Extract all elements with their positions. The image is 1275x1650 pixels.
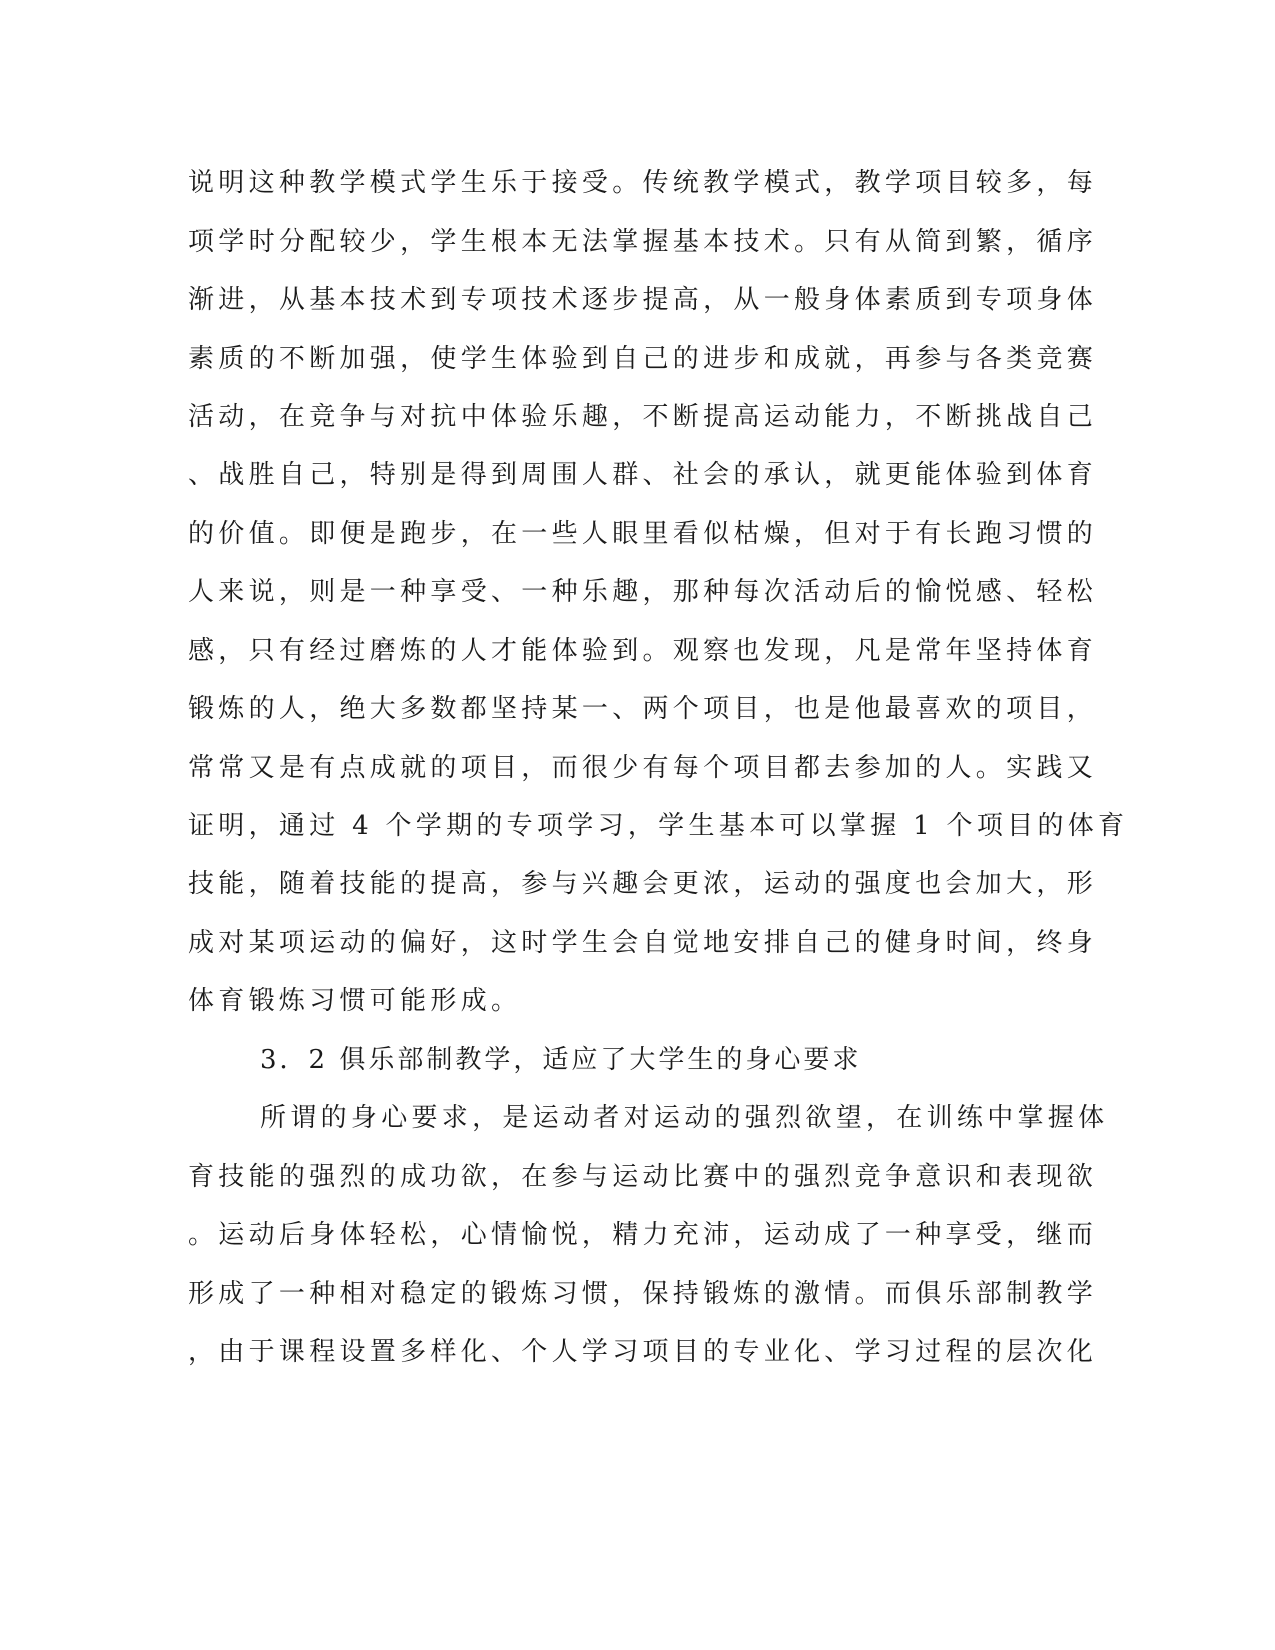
section-heading: 3．2 俱乐部制教学，适应了大学生的身心要求	[260, 1045, 862, 1075]
body-text-line: 证明，通过 4 个学期的专项学习，学生基本可以掌握 1 个项目的体育	[188, 811, 1129, 841]
body-text-line: 所谓的身心要求，是运动者对运动的强烈欲望，在训练中掌握体	[260, 1103, 1109, 1133]
body-text-line: 活动，在竞争与对抗中体验乐趣，不断提高运动能力，不断挑战自己	[188, 402, 1098, 432]
body-text-line: 锻炼的人，绝大多数都坚持某一、两个项目，也是他最喜欢的项目，	[188, 694, 1098, 724]
body-text-line: ，由于课程设置多样化、个人学习项目的专业化、学习过程的层次化	[188, 1337, 1098, 1367]
body-text-line: 说明这种教学模式学生乐于接受。传统教学模式，教学项目较多，每	[188, 168, 1098, 198]
body-text-line: 成对某项运动的偏好，这时学生会自觉地安排自己的健身时间，终身	[188, 928, 1098, 958]
body-text-line: 、战胜自己，特别是得到周围人群、社会的承认，就更能体验到体育	[188, 460, 1098, 490]
body-text-line: 。运动后身体轻松，心情愉悦，精力充沛，运动成了一种享受，继而	[188, 1220, 1098, 1250]
body-text-line: 素质的不断加强，使学生体验到自己的进步和成就，再参与各类竞赛	[188, 344, 1098, 374]
body-text-line: 的价值。即便是跑步，在一些人眼里看似枯燥，但对于有长跑习惯的	[188, 519, 1098, 549]
body-text-line: 形成了一种相对稳定的锻炼习惯，保持锻炼的激情。而俱乐部制教学	[188, 1279, 1098, 1309]
body-text-line: 体育锻炼习惯可能形成。	[188, 986, 522, 1016]
body-text-line: 育技能的强烈的成功欲，在参与运动比赛中的强烈竞争意识和表现欲	[188, 1162, 1098, 1192]
body-text-line: 常常又是有点成就的项目，而很少有每个项目都去参加的人。实践又	[188, 753, 1098, 783]
body-text-line: 感，只有经过磨炼的人才能体验到。观察也发现，凡是常年坚持体育	[188, 636, 1098, 666]
body-text-line: 渐进，从基本技术到专项技术逐步提高，从一般身体素质到专项身体	[188, 285, 1098, 315]
body-text-line: 人来说，则是一种享受、一种乐趣，那种每次活动后的愉悦感、轻松	[188, 577, 1098, 607]
body-text-line: 项学时分配较少，学生根本无法掌握基本技术。只有从简到繁，循序	[188, 227, 1098, 257]
body-text-line: 技能，随着技能的提高，参与兴趣会更浓，运动的强度也会加大，形	[188, 869, 1098, 899]
